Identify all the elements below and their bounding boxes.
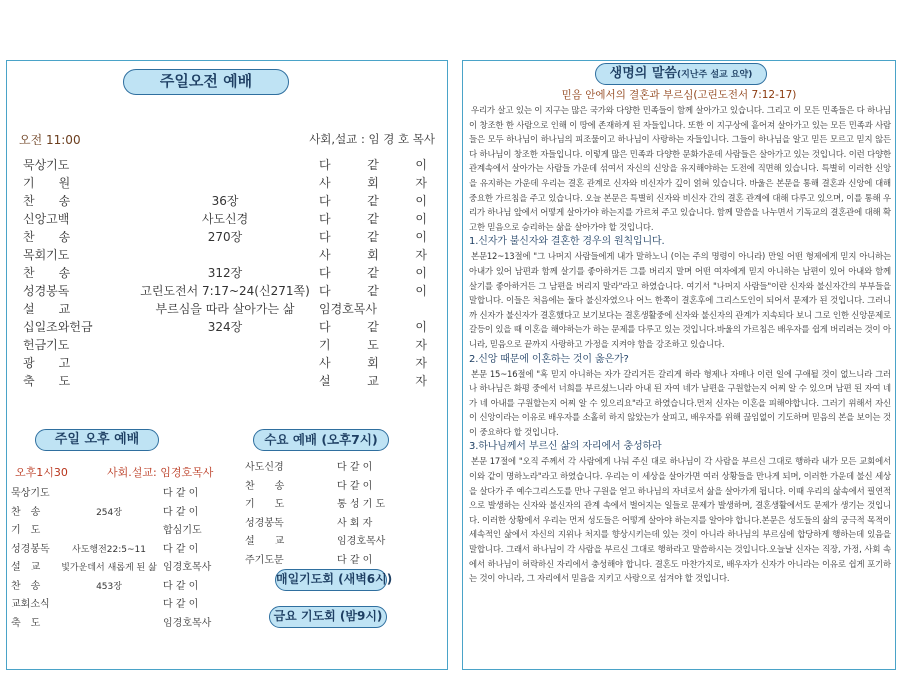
- order-item-content: 324장: [207, 320, 243, 334]
- order-row: [245, 478, 445, 496]
- order-item-name: 설 교: [245, 536, 285, 547]
- order-item-leader: 다 같 이: [163, 580, 199, 592]
- order-item-leader: 임경호목사: [163, 562, 212, 573]
- order-item-leader: 다 같 이: [163, 543, 199, 555]
- order-item-content: 254장: [96, 507, 122, 518]
- order-item-name: 성경봉독: [245, 517, 284, 529]
- sermon-section-1-title: 1.신자가 불신자와 결혼한 경우의 원칙입니다.: [469, 236, 665, 248]
- sermon-body: [469, 103, 891, 586]
- order-item-leader: 다 같 이: [163, 506, 199, 518]
- order-item-content: 부르심을 따라 살아가는 삶: [155, 302, 295, 316]
- order-item-name: 십일조와헌금: [23, 320, 93, 334]
- order-row: [7, 157, 447, 174]
- order-item-content: 36장: [211, 194, 239, 208]
- order-item-name: 찬 송: [11, 506, 41, 518]
- order-item-name: 주기도문: [245, 554, 284, 566]
- order-item-leader: 사 회 자: [319, 176, 427, 190]
- order-row: [7, 301, 447, 318]
- order-row: [245, 515, 445, 533]
- order-item-name: 찬 송: [245, 480, 285, 492]
- order-item-leader: 임경호목사: [319, 302, 377, 316]
- order-row: [7, 522, 237, 540]
- sermon-header: [595, 63, 767, 85]
- order-item-leader: 임경호목사: [163, 617, 212, 629]
- morning-worship-leader: 사회,설교 : 임 경 호 목사: [309, 132, 435, 146]
- order-row: [7, 541, 237, 559]
- order-item-content: 270장: [207, 230, 243, 244]
- order-item-name: 찬 송: [23, 194, 71, 208]
- bulletin-left-panel: [6, 60, 448, 670]
- order-item-leader: 사 회 자: [319, 356, 427, 370]
- sermon-section-3-text: 본문 17절에 "오직 주께서 각 사람에게 나눠 주신 대로 하나님이 각 사람을 부르신 그대로 행하라 내가 모든 교회에서 이와 같이 명하노라"라고 하였습니다. 우리는 이 세상을 살아가면 여러 상황들을 만나게 되며, 이러한 가운데 불신 세상을 살다가 주 예수그리스도를 만나 구원을 얻고 하나님의 자녀로서 삶을 살아가게 됩니다. 이때 우리의 삶속에서 필연적으로 발생하는 신자와 불신자의 관계 속에서 벌어지는 일들로 문제가 발생하며, 결혼생활에서도 문제가 생기는 것입니다. 이러한 상황에서 우리는 먼저 성도들은 어떻게 살아야 하는지를 알아야 합니다.본문은 성도들의 삶의 궁극적 목적이 세속적인 삶에서 자신의 지위나 처지를 향상시키는데 있는 것이 아니라 하나님의 부르심에 합당하게 행하는데 있음을 말합니다. 그래서 하나님이 각 사람을 부르신 그대로 행하라고 말씀하시는 것입니다.오늘날 신자는 직장, 가정, 사회 속에서 하나님이 허락하신 자리에서 충성해야 합니다. 결혼도 마찬가지로, 배우자가 신자가 아니라는 이유로 쉽게 포기하는 것이 아니라, 그 자리에서 믿음을 지키고 사랑으로 섬겨야 할 것입니다.: [469, 456, 891, 584]
- friday-prayer-title: 금요 기도회 (밤9시): [269, 606, 387, 628]
- order-row: [245, 459, 445, 477]
- order-item-content: 고린도전서 7:17~24(신271쪽): [140, 284, 310, 298]
- order-item-name: 성경봉독: [23, 284, 70, 298]
- order-item-name: 설 교: [23, 302, 71, 316]
- order-row: [7, 193, 447, 210]
- order-row: [7, 229, 447, 246]
- morning-worship-time: 오전 11:00: [19, 133, 81, 147]
- order-item-leader: 통 성 기 도: [337, 499, 386, 510]
- order-item-name: 교회소식: [11, 599, 50, 610]
- order-item-leader: 다 같 이: [337, 462, 373, 473]
- order-item-leader: 다 같 이: [163, 599, 199, 610]
- order-item-name: 축 도: [11, 617, 41, 629]
- order-row: [7, 211, 447, 228]
- order-item-leader: 다 같 이: [319, 194, 427, 208]
- order-item-name: 사도신경: [245, 462, 284, 473]
- order-item-name: 신앙고백: [23, 212, 70, 226]
- order-row: [7, 615, 237, 633]
- order-item-leader: 다 같 이: [319, 158, 427, 172]
- order-row: [245, 552, 445, 570]
- order-item-name: 찬 송: [23, 230, 71, 244]
- order-item-leader: 임경호목사: [337, 536, 386, 547]
- order-item-name: 성경봉독: [11, 543, 50, 555]
- order-item-name: 묵상기도: [11, 488, 50, 499]
- order-item-name: 광 고: [23, 356, 71, 370]
- order-item-content: 453장: [96, 581, 122, 592]
- order-item-content: 사도신경: [201, 212, 249, 226]
- order-item-name: 헌금기도: [23, 338, 70, 352]
- order-row: [245, 496, 445, 514]
- order-item-leader: 다 같 이: [337, 480, 373, 492]
- order-row: [7, 175, 447, 192]
- order-row: [7, 283, 447, 300]
- order-item-leader: 다 같 이: [319, 230, 427, 244]
- sermon-section-1-text: 본문12~13절에 "그 나머지 사람들에게 내가 말하노니 (이는 주의 명령이 아니라) 만일 어떤 형제에게 믿지 아니하는 아내가 있어 남편과 함께 살기를 좋아하거든 그를 버리지 말며 어떤 여자에게 믿지 아니하는 남편이 있어 아내와 함께 살기를 좋아하거든 그 남편을 버리지 말라"라고 하였습니다. 여기서 "나머지 사람들"이란 신자와 불신자간의 부부들을 말합니다. 이들은 처음에는 둘다 불신자였으나 어느 한쪽이 결혼후에 그리스도인이 되어서 문제가 된 것입니다. 그러니까 신자가 불신자가 결혼했다고 보기보다는 결혼생활중에 신자와 불신자의 관계가 지속되다 보니 그로 인한 신앙문제로 갈등이 있을 때 이혼을 해야하는가 하는 문제를 다루고 있는 것입니다.바울의 가르침은 배우자를 쉽게 버리려는 것이 아니라, 믿음으로 끝까지 사랑하고 가정을 지켜야 함을 강조하고 있습니다.: [469, 251, 891, 349]
- order-row: [7, 559, 237, 577]
- order-item-name: 기 원: [23, 176, 71, 190]
- bulletin-right-panel: [462, 60, 896, 670]
- order-item-leader: 사 회 자: [337, 517, 373, 529]
- order-item-leader: 다 같 이: [319, 284, 427, 298]
- sermon-intro: 우리가 살고 있는 이 지구는 많은 국가와 다양한 민족들이 함께 살아가고 있습니다. 그리고 이 모든 민족들은 다 하나님이 창조한 한 사람으로 인해 이 땅에 존재하게 된 자들입니다. 또한 이 지구상에 흩어져 살아가고 있는 모든 민족과 사람들은 모두 하나님이 하나님의 피조물이고 하나님이 사랑하는 자들입니다. 그들이 하나님을 알고 믿든 모르고 믿지 않든 다 하나님이 창조한 자들입니다. 이렇게 많은 민족과 다양한 문화가운데 사람들은 살아가고 있는 것입니다. 이런 다양한 관계속에서 살아가는 사람들 가운데 섞여서 자신의 신앙을 유지해야하는 도전에 직면해 있습니다. 특별히 이러한 신앙을 유지하는 가운데 우리는 결혼 관계로 신자와 비신자가 깊이 얽혀 있습니다. 바울은 본문을 통해 결혼과 신앙에 대해 중요한 가르침을 주고 있습니다. 오늘 본문은 특별히 신자와 비신자 간의 결혼 관계에 대해 다루고 있으며, 이를 통해 우리가 하나님 앞에서 어떻게 살아가야 하는지를 가르쳐 주고 있습니다. 함께 말씀을 나누면서 기독교의 결혼관에 대해 확고한 믿음으로 승리하는 삶을 살아가야 할 것입니다.: [469, 105, 891, 232]
- sermon-section-2-text: 본문 15~16절에 "혹 믿지 아니하는 자가 갈리거든 갈리게 하라 형제나 자매나 이런 일에 구애될 것이 없느니라 그러나 하나님은 화평 중에서 너희를 부르셨느니라 아내 된 자여 네가 남편을 구원할는지 어찌 알 수 있으며 남편 된 자여 네가 네 아내를 구원할는지 어찌 알 수 있으리요"라고 하였습니다.먼저 신자는 이혼을 피해야합니다. 그러기 위해서 자신이 신앙이라는 이유로 배우자를 소홀히 하지 않았는가 살피고, 배우자를 위해 끊임없이 기도하며 믿음의 본을 보이는 것이 중요하다 할 것입니다.: [469, 368, 891, 437]
- order-item-name: 기 도: [11, 525, 41, 536]
- sermon-header-note: (지난주 설교 요약): [676, 70, 753, 80]
- order-row: [7, 504, 237, 522]
- order-item-content: 빛가운데서 새롭게 된 삶: [61, 563, 157, 573]
- dawn-prayer-title: 매일기도회 (새벽6시): [275, 569, 387, 591]
- order-item-name: 기 도: [245, 499, 285, 510]
- order-item-content: 사도행전22:5~11: [72, 544, 146, 555]
- morning-worship-title: 주일오전 예배: [123, 69, 289, 95]
- order-row: [7, 247, 447, 264]
- order-item-content: 312장: [207, 266, 243, 280]
- sermon-header-title: 생명의 말씀: [609, 66, 677, 81]
- order-item-leader: 설 교 자: [319, 374, 427, 388]
- order-item-name: 찬 송: [11, 580, 41, 592]
- order-item-leader: 다 같 이: [319, 212, 427, 226]
- sermon-section-3-title: 3.하나님께서 부르신 삶의 자리에서 충성하라: [469, 441, 662, 453]
- order-item-name: 찬 송: [23, 266, 71, 280]
- afternoon-worship-title: 주일 오후 예배: [35, 429, 159, 451]
- sermon-subtitle: 믿음 안에서의 결혼과 부르심(고린도전서 7:12-17): [561, 89, 797, 101]
- order-row: [7, 265, 447, 282]
- order-item-name: 목회기도: [23, 248, 70, 262]
- order-item-name: 설 교: [11, 562, 41, 573]
- order-row: [7, 596, 237, 614]
- order-item-leader: 다 같 이: [163, 488, 199, 499]
- order-item-name: 묵상기도: [23, 158, 70, 172]
- order-item-leader: 다 같 이: [319, 266, 427, 280]
- order-row: [245, 533, 445, 551]
- wednesday-worship-title: 수요 예배 (오후7시): [253, 429, 389, 451]
- order-row: [7, 319, 447, 336]
- afternoon-worship-time: 오후1시30: [15, 466, 68, 479]
- order-row: [7, 485, 237, 503]
- order-item-leader: 사 회 자: [319, 248, 427, 262]
- order-item-leader: 합심기도: [163, 525, 202, 536]
- order-item-name: 축 도: [23, 374, 71, 388]
- order-item-leader: 기 도 자: [319, 338, 427, 352]
- order-row: [7, 373, 447, 390]
- afternoon-worship-leader: 사회.설교: 임경호목사: [107, 466, 214, 479]
- order-item-leader: 다 같 이: [319, 320, 427, 334]
- order-row: [7, 578, 237, 596]
- order-row: [7, 337, 447, 354]
- order-row: [7, 355, 447, 372]
- order-item-leader: 다 같 이: [337, 554, 373, 566]
- sermon-section-2-title: 2.신앙 때문에 이혼하는 것이 옳은가?: [469, 353, 629, 365]
